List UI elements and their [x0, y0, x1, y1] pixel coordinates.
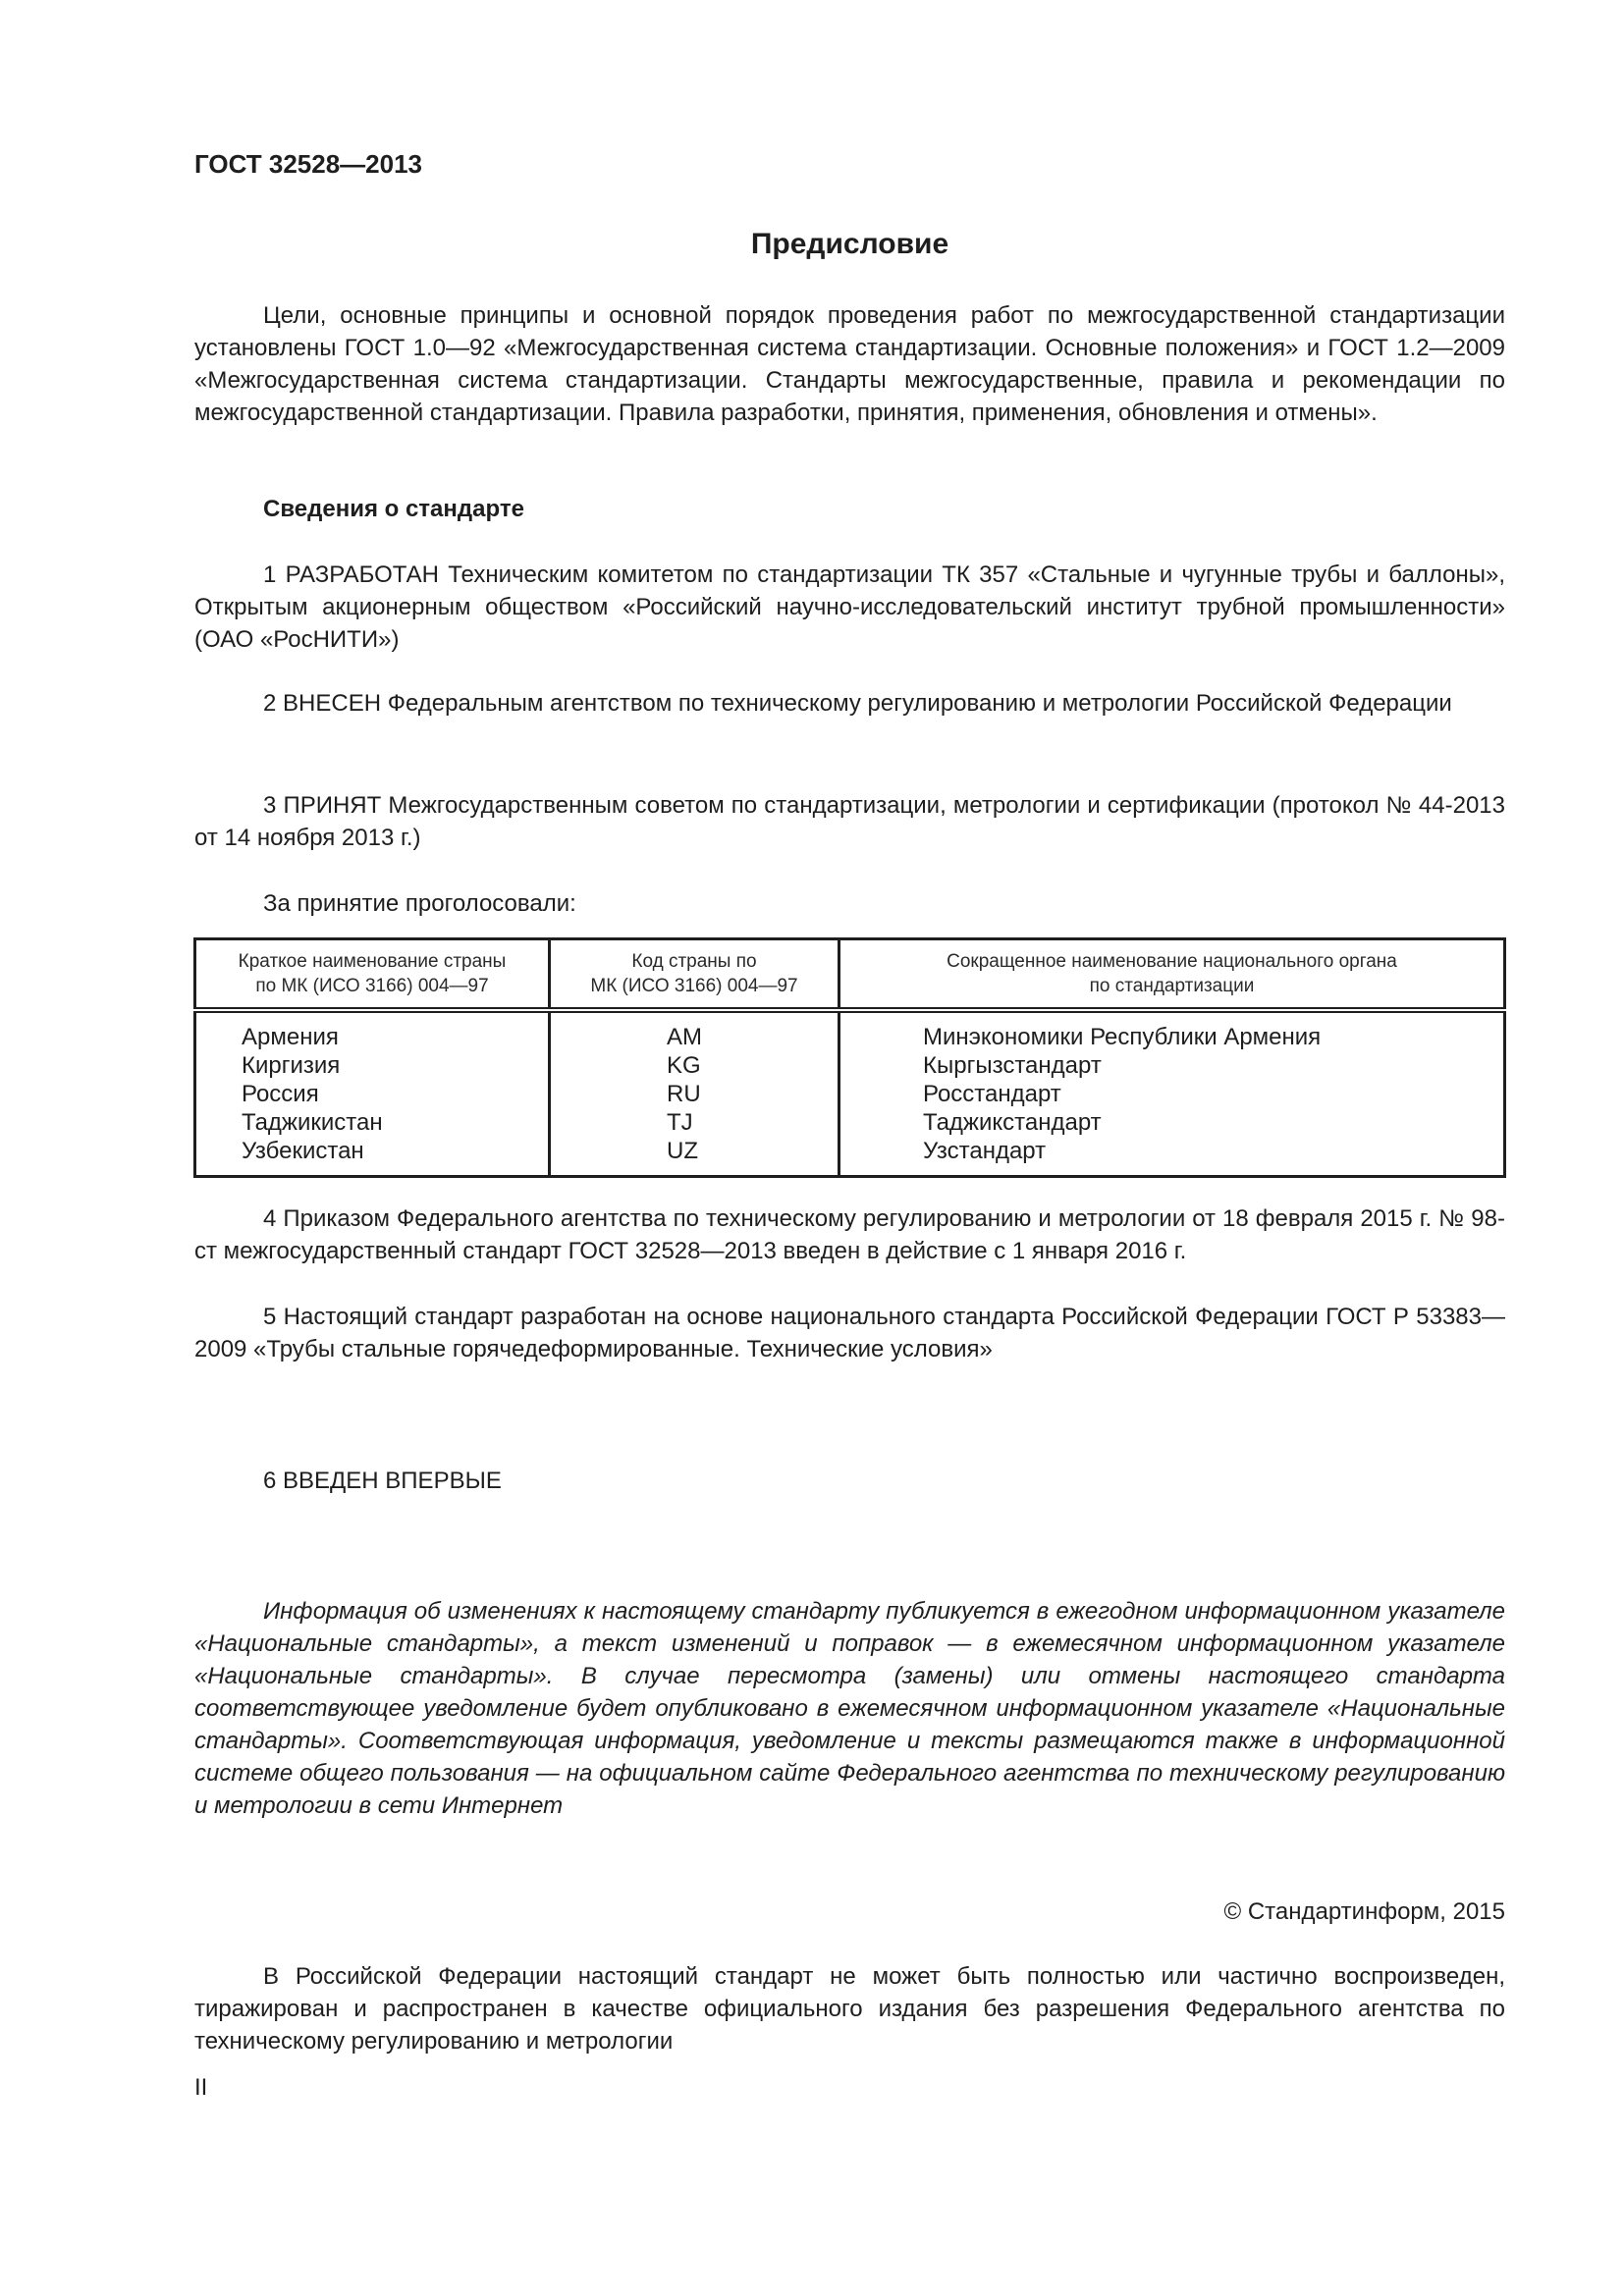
- country-name: Армения: [242, 1024, 339, 1050]
- votes-table: [193, 937, 1506, 1178]
- votes-intro: За принятие проголосовали:: [263, 890, 576, 917]
- national-body: Росстандарт: [923, 1081, 1061, 1107]
- country-name: Узбекистан: [242, 1138, 364, 1164]
- country-code: KG: [667, 1052, 701, 1079]
- country-name: Таджикистан: [242, 1109, 383, 1136]
- country-code: UZ: [667, 1138, 698, 1164]
- country-name: Киргизия: [242, 1052, 341, 1079]
- page-number: II: [194, 2074, 208, 2101]
- national-body: Узстандарт: [923, 1138, 1047, 1164]
- national-body: Таджикстандарт: [923, 1109, 1102, 1136]
- country-code: RU: [667, 1081, 701, 1107]
- table-row: [195, 1010, 1505, 1177]
- copyright: © Стандартинформ, 2015: [1223, 1898, 1505, 1925]
- item-2-submitted: 2 ВНЕСЕН Федеральным агентством по техническому регулированию и метрологии Российской Федерации: [263, 690, 1452, 717]
- preface-intro: Цели, основные принципы и основной порядок проведения работ по межгосударственной стандартизации установлены ГОСТ 1.0—92 «Межгосударственная система стандартизации. Основные положения» и ГОСТ 1.2—2009 «Межгосударственная система стандартизации. Стандарты межгосударственные, правила и рекомендации по межгосударственной стандартизации. Правила разработки, принятия, применения, обновления и отмены».: [194, 302, 1505, 426]
- codes-column: [550, 1010, 839, 1177]
- country-name: Россия: [242, 1081, 319, 1107]
- national-body: Кыргызстандарт: [923, 1052, 1102, 1079]
- document-code: ГОСТ 32528—2013: [194, 149, 422, 179]
- page-title: Предисловие: [750, 228, 949, 260]
- national-body: Минэкономики Республики Армения: [923, 1024, 1322, 1050]
- countries-column: [195, 1010, 550, 1177]
- table-header-row: [195, 939, 1505, 1011]
- header-national-body: Сокращенное наименование национального органа по стандартизации: [839, 939, 1505, 1011]
- item-3-adopted: 3 ПРИНЯТ Межгосударственным советом по стандартизации, метрологии и сертификации (протокол № 44-2013 от 14 ноября 2013 г.): [194, 792, 1505, 851]
- reproduction-notice: В Российской Федерации настоящий стандарт не может быть полностью или частично воспроизведен, тиражирован и распространен в качестве официального издания без разрешения Федерального агентства по техническому регулированию и метрологии: [194, 1963, 1505, 2055]
- item-5-basis: 5 Настоящий стандарт разработан на основе национального стандарта Российской Федерации ГОСТ Р 53383—2009 «Трубы стальные горячедеформированные. Технические условия»: [194, 1304, 1505, 1362]
- section-subheading: Сведения о стандарте: [263, 496, 524, 522]
- bodies-column: [839, 1010, 1505, 1177]
- item-6-introduced: 6 ВВЕДЕН ВПЕРВЫЕ: [263, 1468, 502, 1494]
- header-country-name: Краткое наименование страны по МК (ИСО 3166) 004—97: [195, 939, 550, 1011]
- country-code: AM: [667, 1024, 702, 1050]
- changes-notice: Информация об изменениях к настоящему стандарту публикуется в ежегодном информационном указателе «Национальные стандарты», а текст изменений и поправок — в ежемесячном информационном указателе «Национальные стандарты». В случае пересмотра (замены) или отмены настоящего стандарта соответствующее уведомление будет опубликовано в ежемесячном информационном указателе «Национальные стандарты». Соответствующая информация, уведомление и тексты размещаются также в информационной системе общего пользования — на официальном сайте Федерального агентства по техническому регулированию и метрологии в сети Интернет: [194, 1598, 1505, 1819]
- item-4-order: 4 Приказом Федерального агентства по техническому регулированию и метрологии от 18 февраля 2015 г. № 98-ст межгосударственный стандарт ГОСТ 32528—2013 введен в действие с 1 января 2016 г.: [194, 1205, 1505, 1264]
- header-country-code: Код страны по МК (ИСО 3166) 004—97: [550, 939, 839, 1011]
- item-1-developed: 1 РАЗРАБОТАН Техническим комитетом по стандартизации ТК 357 «Стальные и чугунные трубы и баллоны», Открытым акционерным обществом «Российский научно-исследовательский институт трубной промышленности» (ОАО «РосНИТИ»): [194, 561, 1505, 653]
- country-code: TJ: [667, 1109, 693, 1136]
